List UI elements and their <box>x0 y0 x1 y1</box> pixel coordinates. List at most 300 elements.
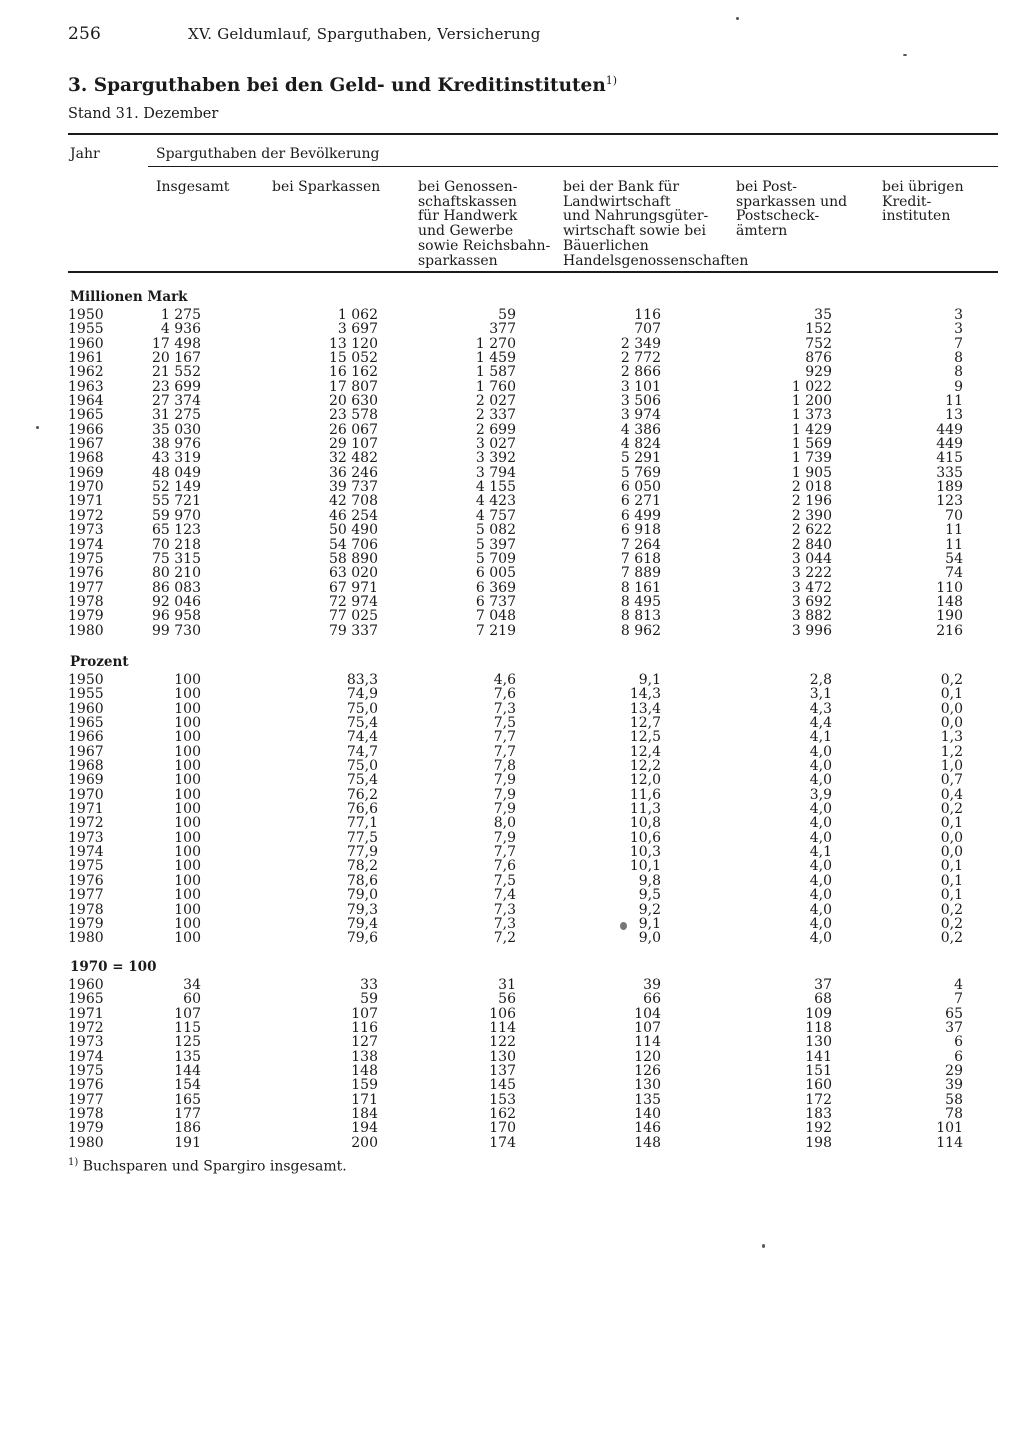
cell-bank-landwirtschaft: 13,4 <box>629 700 661 717</box>
cell-total: 191 <box>174 1134 201 1151</box>
cell-year: 1972 <box>68 815 104 832</box>
cell-total: 135 <box>174 1048 201 1065</box>
table-row <box>68 624 963 638</box>
table-row <box>68 874 963 888</box>
cell-total: 154 <box>174 1077 201 1094</box>
title-footnote-mark: 1) <box>605 74 618 87</box>
cell-genossenschaftskassen: 170 <box>489 1120 516 1137</box>
cell-year: 1968 <box>68 450 104 467</box>
cell-uebrige: 0,2 <box>940 930 963 947</box>
cell-genossenschaftskassen: 31 <box>498 977 516 993</box>
cell-genossenschaftskassen: 106 <box>489 1005 516 1022</box>
cell-bank-landwirtschaft: 2 772 <box>620 350 661 367</box>
cell-sparkassen: 159 <box>351 1077 378 1094</box>
cell-uebrige: 3 <box>954 307 963 323</box>
cell-year: 1976 <box>68 565 104 582</box>
cell-genossenschaftskassen: 130 <box>489 1048 516 1065</box>
print-speck <box>762 1244 765 1248</box>
cell-postsparkassen: 752 <box>805 335 832 352</box>
cell-postsparkassen: 1 429 <box>791 421 832 438</box>
cell-genossenschaftskassen: 7,9 <box>493 786 516 803</box>
cell-total: 100 <box>174 758 201 775</box>
cell-year: 1970 <box>68 786 104 803</box>
cell-total: 1 275 <box>160 307 201 323</box>
cell-genossenschaftskassen: 7,9 <box>493 829 516 846</box>
table-row <box>68 773 963 787</box>
table-row <box>68 1093 963 1107</box>
table-row <box>68 1121 963 1135</box>
cell-sparkassen: 78,6 <box>346 872 378 889</box>
cell-postsparkassen: 3,1 <box>809 686 832 703</box>
cell-genossenschaftskassen: 7 219 <box>475 622 516 639</box>
cell-total: 43 319 <box>152 450 201 467</box>
cell-postsparkassen: 3 222 <box>791 565 832 582</box>
cell-genossenschaftskassen: 2 337 <box>475 407 516 424</box>
cell-postsparkassen: 4,0 <box>809 829 832 846</box>
table-row <box>68 451 963 465</box>
cell-total: 100 <box>174 700 201 717</box>
cell-postsparkassen: 4,0 <box>809 858 832 875</box>
cell-uebrige: 148 <box>936 593 963 610</box>
cell-year: 1971 <box>68 1005 104 1022</box>
cell-postsparkassen: 130 <box>805 1034 832 1051</box>
cell-postsparkassen: 160 <box>805 1077 832 1094</box>
cell-uebrige: 0,0 <box>940 700 963 717</box>
cell-sparkassen: 72 974 <box>329 593 378 610</box>
cell-bank-landwirtschaft: 10,1 <box>629 858 661 875</box>
cell-sparkassen: 17 807 <box>329 378 378 395</box>
cell-uebrige: 190 <box>936 608 963 625</box>
cell-sparkassen: 75,0 <box>346 758 378 775</box>
cell-year: 1978 <box>68 1106 104 1123</box>
cell-year: 1975 <box>68 858 104 875</box>
cell-genossenschaftskassen: 7,4 <box>493 887 516 904</box>
table-row <box>68 859 963 873</box>
cell-uebrige: 0,2 <box>940 915 963 932</box>
cell-uebrige: 0,0 <box>940 715 963 732</box>
table-index-1970 <box>68 978 963 1150</box>
cell-sparkassen: 77 025 <box>329 608 378 625</box>
cell-year: 1977 <box>68 579 104 596</box>
cell-uebrige: 335 <box>936 464 963 481</box>
cell-sparkassen: 74,4 <box>346 729 378 746</box>
cell-uebrige: 0,1 <box>940 815 963 832</box>
cell-total: 4 936 <box>160 321 201 338</box>
cell-total: 125 <box>174 1034 201 1051</box>
cell-uebrige: 74 <box>945 565 963 582</box>
cell-bank-landwirtschaft: 4 386 <box>620 421 661 438</box>
cell-year: 1978 <box>68 593 104 610</box>
cell-bank-landwirtschaft: 12,7 <box>629 715 661 732</box>
cell-uebrige: 0,0 <box>940 829 963 846</box>
cell-sparkassen: 36 246 <box>329 464 378 481</box>
cell-bank-landwirtschaft: 12,5 <box>629 729 661 746</box>
column-header-bank-landwirtschaft: bei der Bank für Landwirtschaft und Nahrungsgüter- wirtschaft sowie bei Bäuerlichen Handelsgenossenschaften <box>563 179 749 269</box>
cell-year: 1967 <box>68 743 104 760</box>
cell-year: 1969 <box>68 772 104 789</box>
cell-total: 70 218 <box>152 536 201 553</box>
table-row <box>68 903 963 917</box>
cell-total: 100 <box>174 729 201 746</box>
cell-postsparkassen: 4,0 <box>809 887 832 904</box>
cell-sparkassen: 63 020 <box>329 565 378 582</box>
cell-genossenschaftskassen: 6 369 <box>475 579 516 596</box>
table-row <box>68 380 963 394</box>
cell-sparkassen: 77,9 <box>346 844 378 861</box>
cell-sparkassen: 3 697 <box>337 321 378 338</box>
cell-sparkassen: 15 052 <box>329 350 378 367</box>
cell-genossenschaftskassen: 7,3 <box>493 901 516 918</box>
cell-total: 60 <box>183 991 201 1008</box>
cell-bank-landwirtschaft: 130 <box>634 1077 661 1094</box>
table-row <box>68 466 963 480</box>
cell-uebrige: 13 <box>945 407 963 424</box>
cell-year: 1980 <box>68 930 104 947</box>
table-row <box>68 716 963 730</box>
cell-total: 100 <box>174 786 201 803</box>
cell-postsparkassen: 1 905 <box>791 464 832 481</box>
cell-uebrige: 1,2 <box>940 743 963 760</box>
cell-bank-landwirtschaft: 2 349 <box>620 335 661 352</box>
cell-genossenschaftskassen: 7,9 <box>493 772 516 789</box>
cell-total: 100 <box>174 915 201 932</box>
cell-total: 23 699 <box>152 378 201 395</box>
cell-genossenschaftskassen: 4 155 <box>475 479 516 496</box>
print-speck <box>903 54 907 56</box>
table-row <box>68 1078 963 1092</box>
cell-sparkassen: 74,9 <box>346 686 378 703</box>
cell-sparkassen: 127 <box>351 1034 378 1051</box>
column-header-genossenschaftskassen: bei Genossen- schaftskassen für Handwerk und Gewerbe sowie Reichsbahn- sparkassen <box>418 179 551 269</box>
cell-bank-landwirtschaft: 11,6 <box>629 786 661 803</box>
cell-total: 99 730 <box>152 622 201 639</box>
cell-total: 177 <box>174 1106 201 1123</box>
cell-total: 55 721 <box>152 493 201 510</box>
cell-total: 165 <box>174 1091 201 1108</box>
cell-total: 34 <box>183 977 201 993</box>
cell-total: 86 083 <box>152 579 201 596</box>
cell-uebrige: 6 <box>954 1048 963 1065</box>
cell-uebrige: 39 <box>945 1077 963 1094</box>
cell-uebrige: 7 <box>954 991 963 1008</box>
cell-genossenschaftskassen: 5 709 <box>475 550 516 567</box>
table-row <box>68 992 963 1006</box>
cell-uebrige: 8 <box>954 364 963 381</box>
cell-total: 115 <box>174 1020 201 1037</box>
cell-uebrige: 101 <box>936 1120 963 1137</box>
cell-uebrige: 0,2 <box>940 901 963 918</box>
cell-total: 75 315 <box>152 550 201 567</box>
table-row <box>68 581 963 595</box>
cell-year: 1967 <box>68 436 104 453</box>
cell-uebrige: 0,1 <box>940 858 963 875</box>
table-title <box>68 74 617 96</box>
cell-total: 52 149 <box>152 479 201 496</box>
cell-total: 38 976 <box>152 436 201 453</box>
cell-sparkassen: 67 971 <box>329 579 378 596</box>
cell-sparkassen: 58 890 <box>329 550 378 567</box>
cell-bank-landwirtschaft: 6 050 <box>620 479 661 496</box>
cell-postsparkassen: 1 022 <box>791 378 832 395</box>
table-row <box>68 978 963 992</box>
cell-bank-landwirtschaft: 3 974 <box>620 407 661 424</box>
cell-bank-landwirtschaft: 140 <box>634 1106 661 1123</box>
table-row <box>68 931 963 945</box>
cell-sparkassen: 16 162 <box>329 364 378 381</box>
cell-genossenschaftskassen: 1 459 <box>475 350 516 367</box>
cell-total: 17 498 <box>152 335 201 352</box>
cell-sparkassen: 77,1 <box>346 815 378 832</box>
cell-postsparkassen: 4,1 <box>809 729 832 746</box>
table-row <box>68 917 963 931</box>
cell-genossenschaftskassen: 5 082 <box>475 522 516 539</box>
cell-bank-landwirtschaft: 8 495 <box>620 593 661 610</box>
table-row <box>68 566 963 580</box>
table-row <box>68 394 963 408</box>
cell-year: 1966 <box>68 729 104 746</box>
cell-bank-landwirtschaft: 7 889 <box>620 565 661 582</box>
cell-postsparkassen: 1 739 <box>791 450 832 467</box>
cell-genossenschaftskassen: 7,7 <box>493 743 516 760</box>
table-row <box>68 609 963 623</box>
cell-year: 1972 <box>68 1020 104 1037</box>
cell-bank-landwirtschaft: 66 <box>643 991 661 1008</box>
cell-bank-landwirtschaft: 8 161 <box>620 579 661 596</box>
cell-year: 1975 <box>68 550 104 567</box>
cell-genossenschaftskassen: 7,8 <box>493 758 516 775</box>
cell-genossenschaftskassen: 7,2 <box>493 930 516 947</box>
table-row <box>68 437 963 451</box>
cell-total: 100 <box>174 801 201 818</box>
table-title-text: 3. Sparguthaben bei den Geld- und Kreditinstituten <box>68 75 606 97</box>
running-head-title: XV. Geldumlauf, Sparguthaben, Versicherung <box>188 25 541 43</box>
cell-genossenschaftskassen: 7,3 <box>493 915 516 932</box>
cell-uebrige: 1,3 <box>940 729 963 746</box>
cell-total: 100 <box>174 901 201 918</box>
section-label-index: 1970 = 100 <box>70 959 157 975</box>
cell-total: 100 <box>174 829 201 846</box>
cell-sparkassen: 184 <box>351 1106 378 1123</box>
table-row <box>68 494 963 508</box>
cell-sparkassen: 75,4 <box>346 715 378 732</box>
cell-uebrige: 0,4 <box>940 786 963 803</box>
cell-postsparkassen: 152 <box>805 321 832 338</box>
cell-postsparkassen: 141 <box>805 1048 832 1065</box>
cell-year: 1963 <box>68 378 104 395</box>
cell-total: 100 <box>174 772 201 789</box>
cell-genossenschaftskassen: 1 587 <box>475 364 516 381</box>
cell-postsparkassen: 4,0 <box>809 815 832 832</box>
cell-postsparkassen: 1 200 <box>791 393 832 410</box>
header-group-rule <box>148 166 998 167</box>
footnote <box>68 1157 347 1175</box>
cell-sparkassen: 79 337 <box>329 622 378 639</box>
print-speck <box>736 17 739 20</box>
cell-bank-landwirtschaft: 4 824 <box>620 436 661 453</box>
cell-genossenschaftskassen: 137 <box>489 1063 516 1080</box>
cell-postsparkassen: 68 <box>814 991 832 1008</box>
running-head <box>68 24 541 44</box>
cell-total: 59 970 <box>152 507 201 524</box>
cell-sparkassen: 79,0 <box>346 887 378 904</box>
cell-postsparkassen: 2 840 <box>791 536 832 553</box>
cell-bank-landwirtschaft: 104 <box>634 1005 661 1022</box>
cell-year: 1979 <box>68 608 104 625</box>
cell-sparkassen: 46 254 <box>329 507 378 524</box>
cell-genossenschaftskassen: 2 699 <box>475 421 516 438</box>
print-speck <box>620 922 627 930</box>
cell-year: 1977 <box>68 887 104 904</box>
cell-uebrige: 449 <box>936 421 963 438</box>
table-row <box>68 351 963 365</box>
cell-postsparkassen: 3 996 <box>791 622 832 639</box>
cell-sparkassen: 23 578 <box>329 407 378 424</box>
table-row <box>68 1064 963 1078</box>
footnote-text: Buchsparen und Spargiro insgesamt. <box>78 1158 347 1175</box>
header-year: Jahr <box>70 146 100 162</box>
table-row <box>68 322 963 336</box>
table-row <box>68 1035 963 1049</box>
cell-genossenschaftskassen: 6 005 <box>475 565 516 582</box>
cell-bank-landwirtschaft: 7 264 <box>620 536 661 553</box>
cell-uebrige: 4 <box>954 977 963 993</box>
cell-bank-landwirtschaft: 12,4 <box>629 743 661 760</box>
cell-total: 144 <box>174 1063 201 1080</box>
cell-total: 27 374 <box>152 393 201 410</box>
cell-genossenschaftskassen: 56 <box>498 991 516 1008</box>
cell-postsparkassen: 4,0 <box>809 872 832 889</box>
cell-total: 100 <box>174 715 201 732</box>
cell-total: 96 958 <box>152 608 201 625</box>
cell-year: 1971 <box>68 801 104 818</box>
cell-uebrige: 9 <box>954 378 963 395</box>
cell-year: 1978 <box>68 901 104 918</box>
cell-bank-landwirtschaft: 146 <box>634 1120 661 1137</box>
cell-sparkassen: 79,4 <box>346 915 378 932</box>
cell-genossenschaftskassen: 377 <box>489 321 516 338</box>
cell-genossenschaftskassen: 1 270 <box>475 335 516 352</box>
cell-postsparkassen: 4,4 <box>809 715 832 732</box>
cell-bank-landwirtschaft: 39 <box>643 977 661 993</box>
cell-postsparkassen: 2 622 <box>791 522 832 539</box>
cell-uebrige: 216 <box>936 622 963 639</box>
cell-postsparkassen: 2 018 <box>791 479 832 496</box>
table-row <box>68 1107 963 1121</box>
cell-genossenschaftskassen: 3 392 <box>475 450 516 467</box>
header-bottom-rule <box>68 271 998 273</box>
table-row <box>68 509 963 523</box>
cell-bank-landwirtschaft: 5 291 <box>620 450 661 467</box>
cell-total: 107 <box>174 1005 201 1022</box>
cell-bank-landwirtschaft: 6 499 <box>620 507 661 524</box>
cell-genossenschaftskassen: 59 <box>498 307 516 323</box>
cell-year: 1960 <box>68 700 104 717</box>
table-row <box>68 365 963 379</box>
cell-postsparkassen: 4,0 <box>809 930 832 947</box>
cell-genossenschaftskassen: 174 <box>489 1134 516 1151</box>
cell-postsparkassen: 2 196 <box>791 493 832 510</box>
cell-sparkassen: 107 <box>351 1005 378 1022</box>
cell-uebrige: 37 <box>945 1020 963 1037</box>
cell-genossenschaftskassen: 2 027 <box>475 393 516 410</box>
cell-postsparkassen: 4,0 <box>809 901 832 918</box>
top-rule <box>68 133 998 135</box>
table-row <box>68 523 963 537</box>
cell-total: 92 046 <box>152 593 201 610</box>
cell-genossenschaftskassen: 7,5 <box>493 872 516 889</box>
cell-uebrige: 449 <box>936 436 963 453</box>
cell-postsparkassen: 118 <box>805 1020 832 1037</box>
cell-bank-landwirtschaft: 10,8 <box>629 815 661 832</box>
cell-bank-landwirtschaft: 14,3 <box>629 686 661 703</box>
cell-genossenschaftskassen: 4,6 <box>493 672 516 688</box>
cell-bank-landwirtschaft: 9,8 <box>638 872 661 889</box>
cell-bank-landwirtschaft: 3 101 <box>620 378 661 395</box>
table-row <box>68 730 963 744</box>
cell-sparkassen: 54 706 <box>329 536 378 553</box>
cell-uebrige: 110 <box>936 579 963 596</box>
cell-sparkassen: 75,0 <box>346 700 378 717</box>
cell-genossenschaftskassen: 1 760 <box>475 378 516 395</box>
cell-sparkassen: 20 630 <box>329 393 378 410</box>
cell-postsparkassen: 172 <box>805 1091 832 1108</box>
column-header-uebrige: bei übrigen Kredit- instituten <box>882 179 964 225</box>
cell-total: 100 <box>174 930 201 947</box>
cell-sparkassen: 26 067 <box>329 421 378 438</box>
cell-bank-landwirtschaft: 10,6 <box>629 829 661 846</box>
cell-postsparkassen: 3 472 <box>791 579 832 596</box>
cell-uebrige: 29 <box>945 1063 963 1080</box>
cell-year: 1960 <box>68 335 104 352</box>
table-row <box>68 788 963 802</box>
cell-bank-landwirtschaft: 5 769 <box>620 464 661 481</box>
cell-bank-landwirtschaft: 707 <box>634 321 661 338</box>
cell-year: 1973 <box>68 522 104 539</box>
cell-total: 100 <box>174 686 201 703</box>
cell-bank-landwirtschaft: 2 866 <box>620 364 661 381</box>
cell-bank-landwirtschaft: 148 <box>634 1134 661 1151</box>
cell-uebrige: 0,0 <box>940 844 963 861</box>
table-subtitle: Stand 31. Dezember <box>68 106 219 122</box>
cell-genossenschaftskassen: 145 <box>489 1077 516 1094</box>
table-row <box>68 1021 963 1035</box>
cell-sparkassen: 194 <box>351 1120 378 1137</box>
cell-sparkassen: 79,3 <box>346 901 378 918</box>
table-row <box>68 1136 963 1150</box>
cell-bank-landwirtschaft: 6 918 <box>620 522 661 539</box>
cell-bank-landwirtschaft: 12,0 <box>629 772 661 789</box>
cell-bank-landwirtschaft: 107 <box>634 1020 661 1037</box>
cell-postsparkassen: 929 <box>805 364 832 381</box>
cell-bank-landwirtschaft: 120 <box>634 1048 661 1065</box>
cell-year: 1962 <box>68 364 104 381</box>
cell-total: 100 <box>174 815 201 832</box>
cell-postsparkassen: 109 <box>805 1005 832 1022</box>
cell-bank-landwirtschaft: 12,2 <box>629 758 661 775</box>
table-row <box>68 687 963 701</box>
cell-genossenschaftskassen: 114 <box>489 1020 516 1037</box>
cell-genossenschaftskassen: 4 757 <box>475 507 516 524</box>
table-row <box>68 308 963 322</box>
cell-total: 186 <box>174 1120 201 1137</box>
table-row <box>68 802 963 816</box>
footnote-mark: 1) <box>68 1157 79 1168</box>
table-prozent <box>68 673 963 946</box>
cell-genossenschaftskassen: 162 <box>489 1106 516 1123</box>
table-row <box>68 831 963 845</box>
table-row <box>68 759 963 773</box>
cell-uebrige: 11 <box>945 536 963 553</box>
